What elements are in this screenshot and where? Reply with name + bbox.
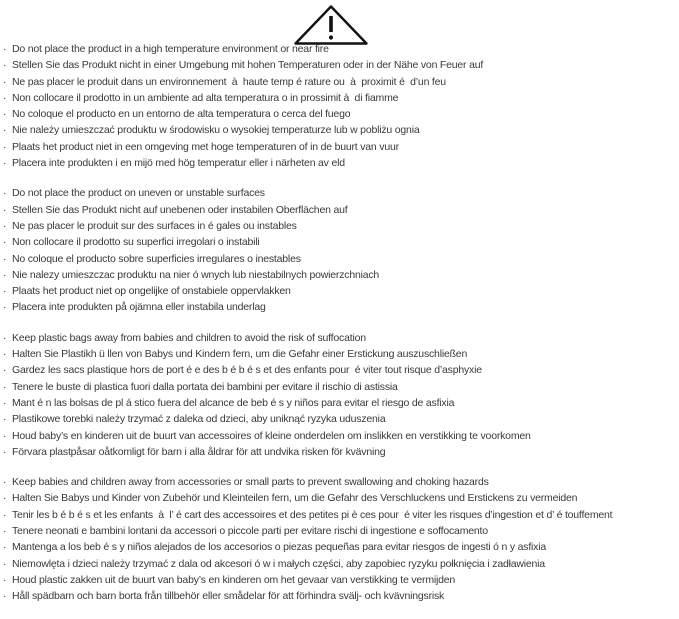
bullet-icon: · <box>3 348 10 361</box>
warning-text: Houd baby’s en kinderen uit de buurt van accessoires of kleine onderdelen om inslikken en verstikking te voorkomen <box>12 429 531 442</box>
warning-line-small-parts-choking-en <box>3 474 679 490</box>
warning-line-plastic-bags-suffocation-en <box>3 330 679 346</box>
warning-group-plastic-bags-suffocation <box>3 330 679 460</box>
warning-text: Do not place the product on uneven or unstable surfaces <box>12 187 265 200</box>
warning-line-unstable-surfaces-en <box>3 185 679 201</box>
warning-group-unstable-surfaces <box>3 185 679 315</box>
warning-line-unstable-surfaces-fr <box>3 218 679 234</box>
bullet-icon: · <box>3 236 10 249</box>
warning-text: Houd plastic zakken uit de buurt van baby’s en kinderen om het gevaar van verstikking te vermijden <box>12 573 456 586</box>
bullet-icon: · <box>3 187 10 200</box>
warning-line-small-parts-choking-it <box>3 523 679 539</box>
warning-text: Non collocare il prodotto su superfici irregolari o instabili <box>12 236 260 249</box>
bullet-icon: · <box>3 380 10 393</box>
warning-line-unstable-surfaces-nl <box>3 283 679 299</box>
bullet-icon: · <box>3 91 10 104</box>
warning-group-small-parts-choking <box>3 474 679 604</box>
warning-text: Do not place the product in a high temperature environment or near fire <box>12 43 329 55</box>
bullet-icon: · <box>3 140 10 153</box>
warning-text: Håll spädbarn och barn borta från tillbehör eller smådelar för att förhindra svälj- och kvävningsrisk <box>12 590 445 603</box>
bullet-icon: · <box>3 219 10 232</box>
warning-line-high-temperature-it <box>3 90 679 106</box>
warning-line-plastic-bags-suffocation-fr <box>3 362 679 378</box>
warning-line-unstable-surfaces-de <box>3 202 679 218</box>
warning-text: Nie należy umieszczać produktu w środowisku o wysokiej temperaturze lub w pobliżu ognia <box>12 124 420 137</box>
warning-text: Mant é n las bolsas de pl á stico fuera del alcance de beb é s y niños para evitar el riesgo de asfixia <box>12 396 455 409</box>
bullet-icon: · <box>3 301 10 314</box>
warning-line-plastic-bags-suffocation-pl <box>3 411 679 427</box>
warning-line-plastic-bags-suffocation-it <box>3 379 679 395</box>
bullet-icon: · <box>3 285 10 298</box>
warning-line-high-temperature-pl <box>3 122 679 138</box>
warning-text: Halten Sie Plastikh ü llen von Babys und Kindern fern, um die Gefahr einer Erstickung auszuschließen <box>12 348 468 361</box>
warning-text: Keep plastic bags away from babies and children to avoid the risk of suffocation <box>12 331 366 344</box>
warning-line-small-parts-choking-pl <box>3 556 679 572</box>
bullet-icon: · <box>3 413 10 426</box>
warning-text: Niemowlęta i dzieci należy trzymać z dala od akcesori ó w i małych części, aby zapobiec ryzyku połknięcia i zadławienia <box>12 557 545 570</box>
warning-group-high-temperature <box>3 41 679 171</box>
warning-line-high-temperature-es <box>3 106 679 122</box>
bullet-icon: · <box>3 396 10 409</box>
warning-text: Keep babies and children away from accessories or small parts to prevent swallowing and choking hazards <box>12 476 489 489</box>
bullet-icon: · <box>3 364 10 377</box>
warning-line-unstable-surfaces-it <box>3 234 679 250</box>
bullet-icon: · <box>3 508 10 521</box>
warning-text: Mantenga a los beb é s y niños alejados de los accesorios o piezas pequeñas para evitar riesgos de ingesti ó n y asfixia <box>12 541 547 554</box>
warning-text: No coloque el producto en un entorno de alta temperatura o cerca del fuego <box>12 108 351 121</box>
warning-text: Plaats het product niet op ongelijke of onstabiele oppervlakken <box>12 285 291 298</box>
bullet-icon: · <box>3 108 10 121</box>
warning-line-unstable-surfaces-es <box>3 251 679 267</box>
warning-line-small-parts-choking-fr <box>3 507 679 523</box>
warning-text: Stellen Sie das Produkt nicht in einer Umgebung mit hohen Temperaturen oder in der Nähe von Feuer auf <box>12 59 484 72</box>
warning-text: Förvara plastpåsar oåtkomligt för barn i alla åldrar för att undvika risken för kvävning <box>12 445 386 458</box>
warning-text: Plaats het product niet in een omgeving met hoge temperaturen of in de buurt van vuur <box>12 140 399 153</box>
warning-line-plastic-bags-suffocation-sv <box>3 444 679 460</box>
warning-line-plastic-bags-suffocation-de <box>3 346 679 362</box>
warning-line-plastic-bags-suffocation-nl <box>3 428 679 444</box>
bullet-icon: · <box>3 429 10 442</box>
bullet-icon: · <box>3 541 10 554</box>
warning-line-high-temperature-nl <box>3 139 679 155</box>
warning-line-unstable-surfaces-pl <box>3 267 679 283</box>
warning-line-high-temperature-en <box>3 41 679 57</box>
warning-text: Placera inte produkten på ojämna eller instabila underlag <box>12 301 266 314</box>
bullet-icon: · <box>3 43 10 55</box>
bullet-icon: · <box>3 445 10 458</box>
bullet-icon: · <box>3 525 10 538</box>
bullet-icon: · <box>3 573 10 586</box>
bullet-icon: · <box>3 492 10 505</box>
warning-line-high-temperature-fr <box>3 74 679 90</box>
bullet-icon: · <box>3 557 10 570</box>
warning-line-small-parts-choking-de <box>3 490 679 506</box>
warning-text: Tenir les b é b é s et les enfants à l’ é cart des accessoires et des petites pi è ces pour é viter les risques d’ingestion et d’ é touffement <box>12 508 613 521</box>
warning-text: Placera inte produkten i en mijö med hög temperatur eller i närheten av eld <box>12 157 345 170</box>
warning-text: Stellen Sie das Produkt nicht auf unebenen oder instabilen Oberflächen auf <box>12 203 348 216</box>
warning-line-high-temperature-de <box>3 57 679 73</box>
warning-line-small-parts-choking-nl <box>3 572 679 588</box>
warning-line-unstable-surfaces-sv <box>3 299 679 315</box>
bullet-icon: · <box>3 476 10 489</box>
warning-line-high-temperature-sv <box>3 155 679 171</box>
bullet-icon: · <box>3 203 10 216</box>
warning-triangle-icon <box>292 4 370 46</box>
warning-text: Halten Sie Babys und Kinder von Zubehör und Kleinteilen fern, um die Gefahr des Verschluckens und Erstickens zu vermeiden <box>12 492 578 505</box>
bullet-icon: · <box>3 124 10 137</box>
warning-text: Tenere le buste di plastica fuori dalla portata dei bambini per evitare il rischio di astissia <box>12 380 398 393</box>
bullet-icon: · <box>3 590 10 603</box>
warning-text: Nie nalezy umieszczac produktu na nier ó wnych lub niestabilnych powierzchniach <box>12 268 380 281</box>
warning-line-plastic-bags-suffocation-es <box>3 395 679 411</box>
warning-text: Tenere neonati e bambini lontani da accessori o piccole parti per evitare rischi di ingestione e soffocamento <box>12 525 488 538</box>
warning-text: Plastikowe torebki należy trzymać z daleka od dzieci, aby uniknąć ryzyka uduszenia <box>12 413 386 426</box>
bullet-icon: · <box>3 75 10 88</box>
warning-text: Ne pas placer le produit dans un environnement à haute temp é rature ou à proximit é d’un feu <box>12 75 446 88</box>
warnings-list <box>3 41 679 619</box>
warning-line-small-parts-choking-es <box>3 539 679 555</box>
warning-text: No coloque el producto sobre superficies irregulares o inestables <box>12 252 301 265</box>
warning-text: Non collocare il prodotto in un ambiente ad alta temperatura o in prossimit à di fiamme <box>12 91 399 104</box>
warning-text: Gardez les sacs plastique hors de port é e des b é b é s et des enfants pour é viter tout risque d’asphyxie <box>12 364 482 377</box>
bullet-icon: · <box>3 59 10 72</box>
warning-line-small-parts-choking-sv <box>3 588 679 604</box>
bullet-icon: · <box>3 268 10 281</box>
bullet-icon: · <box>3 157 10 170</box>
bullet-icon: · <box>3 252 10 265</box>
bullet-icon: · <box>3 331 10 344</box>
warning-text: Ne pas placer le produit sur des surfaces in é gales ou instables <box>12 219 297 232</box>
